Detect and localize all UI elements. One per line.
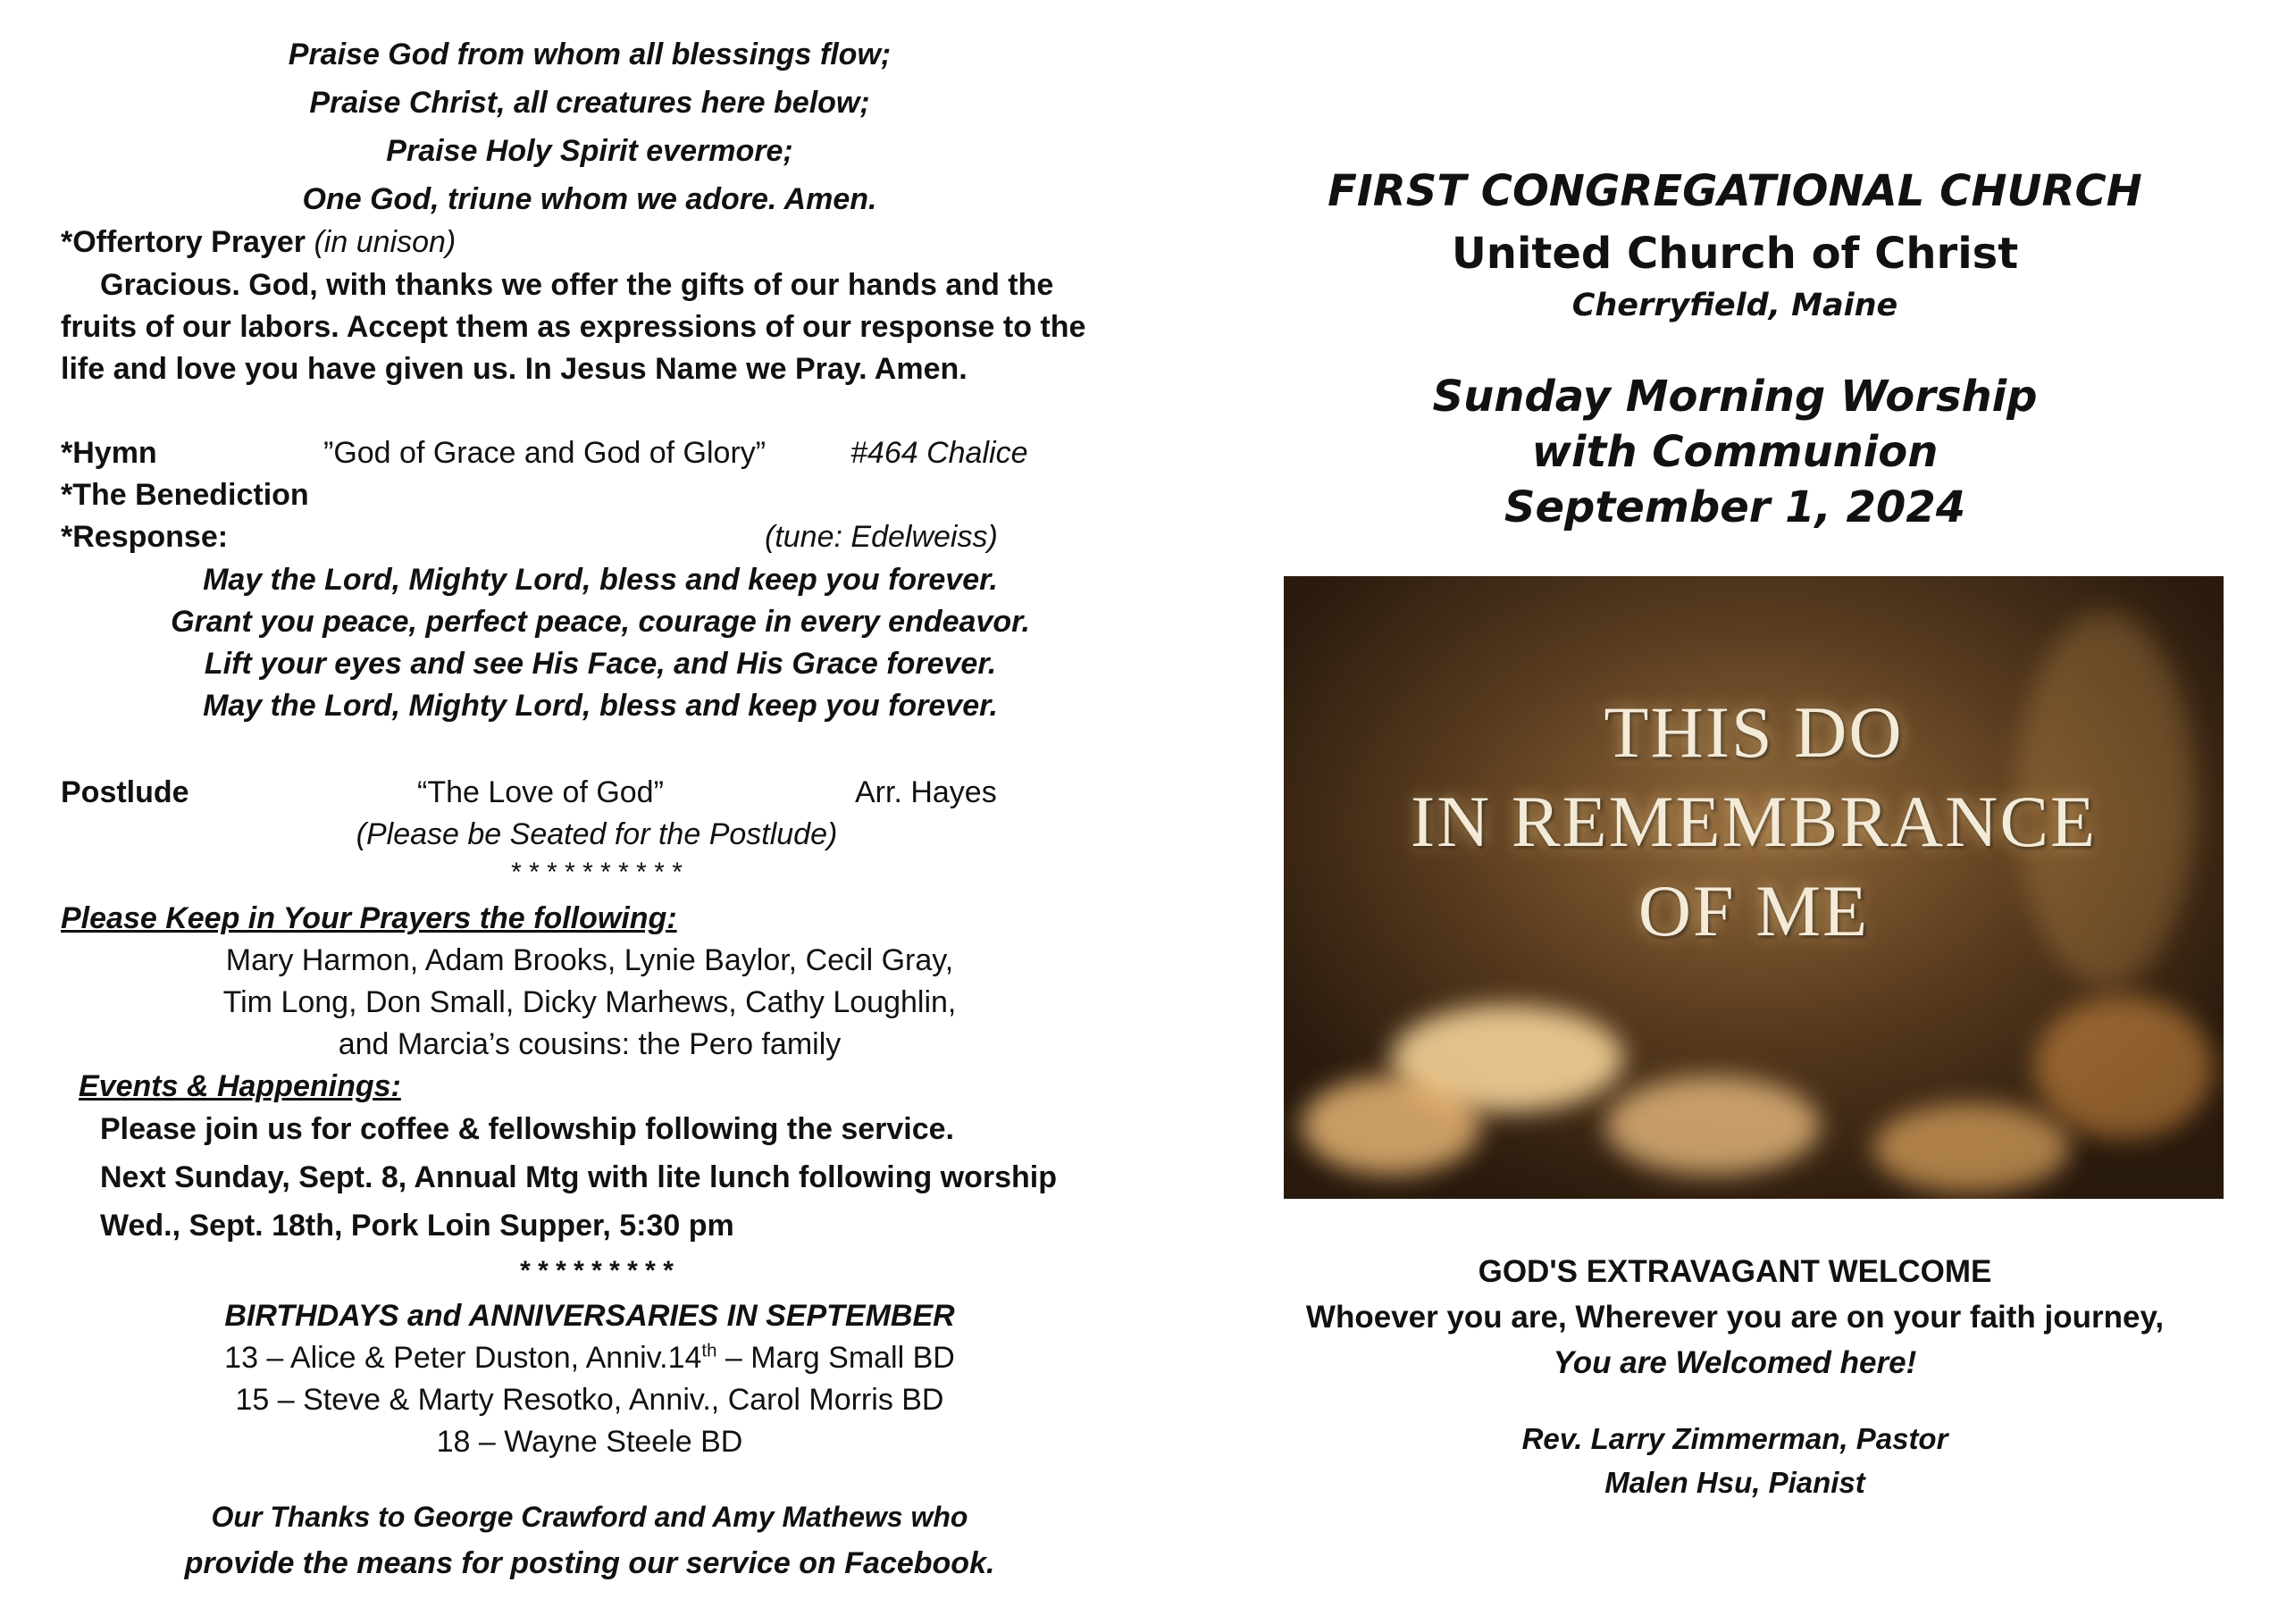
service-date: September 1, 2024	[1504, 482, 1966, 532]
doxology-line-1: Praise God from whom all blessings flow;	[288, 38, 892, 71]
postlude-label: Postlude	[61, 775, 189, 809]
response-line-3: Lift your eyes and see His Face, and His Grace forever.	[204, 647, 997, 681]
prayers-line-2: Tim Long, Don Small, Dicky Marhews, Cathy Loughlin,	[222, 985, 957, 1019]
location: Cherryfield, Maine	[1571, 288, 1898, 323]
response-label: *Response:	[61, 520, 229, 554]
service-title: Sunday Morning Worship	[1432, 372, 2038, 422]
communion-image	[1284, 576, 2224, 1199]
poster-line-1: THIS DO	[1604, 691, 1904, 773]
welcome-line-1: Whoever you are, Wherever you are on your faith journey,	[1305, 1300, 2165, 1335]
offertory-note: (in unison)	[314, 225, 457, 259]
benediction: *The Benediction	[61, 478, 309, 512]
hymn-number: #464 Chalice	[850, 436, 1028, 470]
prayers-line-3: and Marcia’s cousins: the Pero family	[338, 1027, 842, 1061]
offertory-line-2: fruits of our labors. Accept them as expressions of our response to the	[61, 310, 1086, 344]
birthdays-line-3: 18 – Wayne Steele BD	[436, 1425, 743, 1459]
doxology-line-4: One God, triune whom we adore. Amen.	[302, 182, 877, 216]
prayers-line-1: Mary Harmon, Adam Brooks, Lynie Baylor, Cecil Gray,	[225, 943, 954, 977]
events-heading: Events & Happenings:	[79, 1069, 401, 1103]
separator-stars-1: * * * * * * * * * *	[511, 858, 683, 887]
church-name: FIRST CONGREGATIONAL CHURCH	[1328, 166, 2142, 216]
postlude-note: (Please be Seated for the Postlude)	[356, 817, 838, 851]
offertory-heading: *Offertory Prayer	[61, 225, 306, 259]
postlude-arranger: Arr. Hayes	[855, 775, 997, 809]
postlude-title: “The Love of God”	[417, 775, 664, 809]
prayers-heading: Please Keep in Your Prayers the following:	[61, 901, 677, 935]
offertory-line-3: life and love you have given us. In Jesus Name we Pray. Amen.	[61, 352, 968, 386]
doxology-line-2: Praise Christ, all creatures here below;	[309, 86, 870, 120]
hymn-title: ”God of Grace and God of Glory”	[323, 436, 767, 470]
separator-stars-2: * * * * * * * * *	[520, 1256, 674, 1285]
service-subtitle: with Communion	[1531, 427, 1939, 477]
birthdays-line-1-sup: th	[701, 1341, 717, 1361]
welcome-line-2: You are Welcomed here!	[1553, 1345, 1917, 1380]
response-line-1: May the Lord, Mighty Lord, bless and keep you forever.	[203, 563, 998, 597]
birthdays-line-1	[61, 1341, 1118, 1376]
offertory-heading-row	[61, 225, 456, 260]
birthdays-heading: BIRTHDAYS and ANNIVERSARIES IN SEPTEMBER	[224, 1299, 955, 1333]
response-line-4: May the Lord, Mighty Lord, bless and keep you forever.	[203, 689, 998, 723]
events-line-3: Wed., Sept. 18th, Pork Loin Supper, 5:30 pm	[100, 1209, 734, 1243]
response-tune: (tune: Edelweiss)	[765, 520, 998, 554]
poster-line-3: OF ME	[1638, 870, 1870, 951]
pianist: Malen Hsu, Pianist	[1604, 1466, 1865, 1499]
welcome-heading: GOD'S EXTRAVAGANT WELCOME	[1478, 1254, 1992, 1289]
offertory-line-1: Gracious. God, with thanks we offer the gifts of our hands and the	[100, 268, 1054, 302]
events-line-2: Next Sunday, Sept. 8, Annual Mtg with lite lunch following worship	[100, 1160, 1058, 1194]
doxology-line-3: Praise Holy Spirit evermore;	[386, 134, 793, 168]
hymn-label: *Hymn	[61, 436, 157, 470]
pastor: Rev. Larry Zimmerman, Pastor	[1521, 1422, 1948, 1455]
birthdays-line-1-b: – Marg Small BD	[716, 1341, 955, 1375]
denomination: United Church of Christ	[1451, 229, 2019, 279]
birthdays-line-1-a: 13 – Alice & Peter Duston, Anniv.14	[224, 1341, 702, 1375]
birthdays-line-2: 15 – Steve & Marty Resotko, Anniv., Carol Morris BD	[235, 1383, 944, 1417]
thanks-line-2: provide the means for posting our service on Facebook.	[184, 1546, 995, 1580]
poster-line-2: IN REMEMBRANCE	[1410, 781, 2098, 862]
events-line-1: Please join us for coffee & fellowship following the service.	[100, 1112, 954, 1146]
response-line-2: Grant you peace, perfect peace, courage in every endeavor.	[171, 605, 1030, 639]
thanks-line-1: Our Thanks to George Crawford and Amy Mathews who	[211, 1501, 968, 1533]
